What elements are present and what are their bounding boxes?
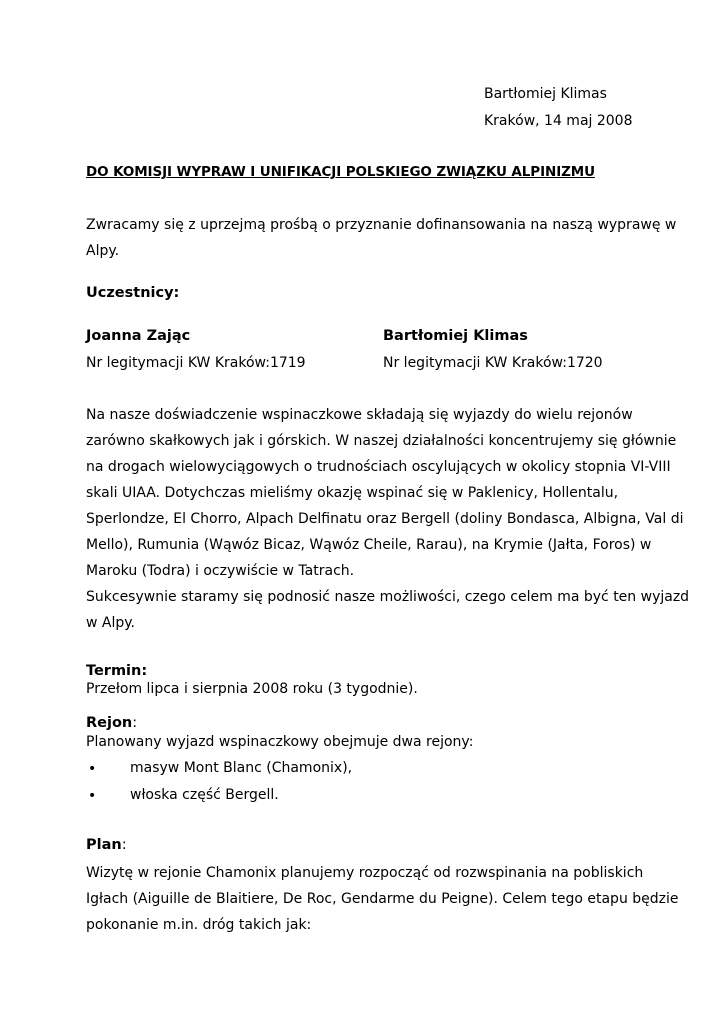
place-date: Kraków, 14 maj 2008	[484, 113, 633, 129]
experience-line: Mello), Rumunia (Wąwóz Bicaz, Wąwóz Cheile, Rarau), na Krymie (Jałta, Foros) w	[86, 537, 652, 553]
experience-line: na drogach wielowyciągowych o trudnościach oscylujących w okolicy stopnia VI-VIII	[86, 459, 671, 475]
participant-name: Bartłomiej Klimas	[383, 328, 528, 344]
experience-line: zarówno skałkowych jak i górskich. W naszej działalności koncentrujemy się głównie	[86, 433, 677, 449]
termin-text: Przełom lipca i sierpnia 2008 roku (3 tygodnie).	[86, 681, 418, 697]
experience-line: w Alpy.	[86, 615, 135, 631]
request-paragraph	[86, 212, 677, 264]
request-line: Zwracamy się z uprzejmą prośbą o przyznanie dofinansowania na naszą wyprawę w	[86, 217, 677, 233]
bullet-icon: •	[88, 761, 97, 777]
rejon-heading-colon: :	[132, 715, 138, 731]
participants-heading: Uczestnicy:	[86, 285, 180, 301]
rejon-intro: Planowany wyjazd wspinaczkowy obejmuje dwa rejony:	[86, 734, 474, 750]
experience-line: Sperlondze, El Chorro, Alpach Delfinatu oraz Bergell (doliny Bondasca, Albigna, Val di	[86, 511, 684, 527]
plan-line: pokonanie m.in. dróg takich jak:	[86, 917, 312, 933]
list-item: masyw Mont Blanc (Chamonix),	[130, 760, 353, 776]
experience-line: Na nasze doświadczenie wspinaczkowe składają się wyjazdy do wielu rejonów	[86, 407, 633, 423]
addressee: DO KOMISJI WYPRAW I UNIFIKACJI POLSKIEGO ZWIĄZKU ALPINIZMU	[86, 164, 596, 180]
rejon-heading	[86, 715, 137, 731]
experience-line: Maroku (Todra) i oczywiście w Tatrach.	[86, 563, 355, 579]
sender-name: Bartłomiej Klimas	[484, 86, 607, 102]
plan-paragraph	[86, 860, 679, 938]
plan-line: Igłach (Aiguille de Blaitiere, De Roc, Gendarme du Peigne). Celem tego etapu będzie	[86, 891, 679, 907]
participant-id: Nr legitymacji KW Kraków:1719	[86, 355, 306, 371]
rejon-heading-label: Rejon	[86, 715, 133, 731]
plan-heading-colon: :	[121, 837, 127, 853]
list-item: włoska część Bergell.	[130, 787, 279, 803]
experience-line: skali UIAA. Dotychczas mieliśmy okazję wspinać się w Paklenicy, Hollentalu,	[86, 485, 619, 501]
request-line: Alpy.	[86, 243, 120, 259]
plan-line: Wizytę w rejonie Chamonix planujemy rozpocząć od rozwspinania na pobliskich	[86, 865, 644, 881]
participant-name: Joanna Zając	[86, 328, 191, 344]
experience-line: Sukcesywnie staramy się podnosić nasze możliwości, czego celem ma być ten wyjazd	[86, 589, 690, 605]
termin-heading: Termin:	[86, 663, 148, 679]
experience-paragraph	[86, 402, 690, 636]
plan-heading-label: Plan	[86, 837, 122, 853]
participant-id: Nr legitymacji KW Kraków:1720	[383, 355, 603, 371]
bullet-icon: •	[88, 788, 97, 804]
plan-heading	[86, 837, 127, 853]
